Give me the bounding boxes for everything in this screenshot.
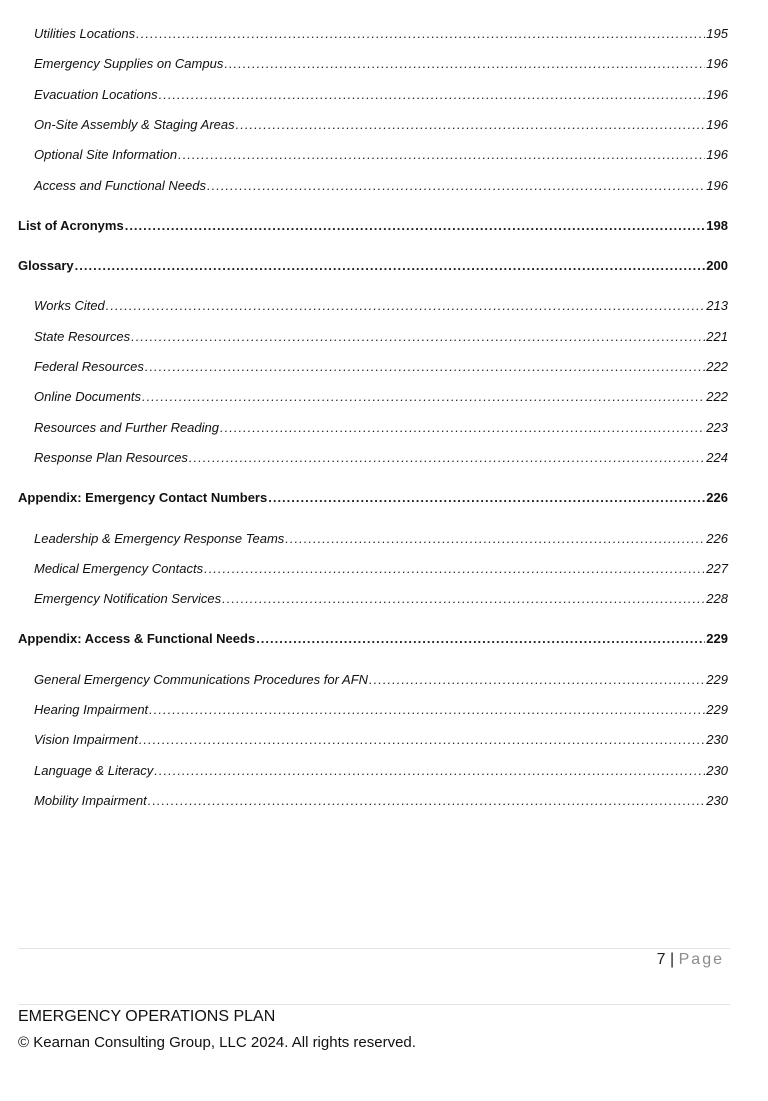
toc-entry-page: 229 (706, 631, 728, 646)
toc-dot-leader (145, 359, 705, 375)
toc-entry-title: Glossary (18, 258, 74, 273)
page-label: Page (678, 951, 724, 968)
toc-entry[interactable] (34, 26, 728, 42)
toc-dot-leader (285, 531, 705, 547)
toc-dot-leader (268, 490, 705, 506)
toc-entry-page: 230 (706, 732, 728, 747)
toc-entry-title: Resources and Further Reading (34, 420, 219, 435)
toc-dot-leader (369, 672, 705, 688)
toc-entry-page: 221 (706, 329, 728, 344)
toc-entry[interactable] (34, 359, 728, 375)
toc-dot-leader (131, 329, 705, 345)
toc-dot-leader (178, 147, 705, 163)
toc-entry[interactable] (34, 87, 728, 103)
toc-dot-leader (106, 298, 706, 314)
toc-entry-title: Access and Functional Needs (34, 178, 206, 193)
toc-entry[interactable] (34, 672, 728, 688)
toc-entry[interactable] (34, 329, 728, 345)
toc-dot-leader (136, 26, 705, 42)
toc-entry-title: Federal Resources (34, 359, 144, 374)
toc-dot-leader (220, 420, 705, 436)
toc-dot-leader (149, 702, 705, 718)
toc-entry-title: Works Cited (34, 298, 105, 313)
toc-entry[interactable] (18, 258, 728, 274)
toc-dot-leader (154, 763, 705, 779)
toc-dot-leader (159, 87, 706, 103)
toc-entry[interactable] (34, 298, 728, 314)
toc-entry-title: Evacuation Locations (34, 87, 158, 102)
toc-entry-page: 230 (706, 763, 728, 778)
toc-entry-page: 226 (706, 531, 728, 546)
toc-entry[interactable] (34, 531, 728, 547)
toc-entry[interactable] (34, 793, 728, 809)
toc-entry-page: 222 (706, 359, 728, 374)
toc-entry-page: 196 (706, 147, 728, 162)
toc-entry-title: Hearing Impairment (34, 702, 149, 717)
toc-entry-page: 213 (706, 298, 728, 313)
toc-entry-page: 200 (706, 258, 728, 273)
toc-entry[interactable] (34, 420, 728, 436)
toc-entry-page: 228 (706, 591, 728, 606)
toc-dot-leader (189, 450, 705, 466)
toc-entry[interactable] (18, 631, 728, 647)
toc-entry[interactable] (34, 450, 728, 466)
toc-entry[interactable] (34, 56, 728, 72)
toc-entry-page: 196 (706, 178, 728, 193)
toc-entry-title: Optional Site Information (34, 147, 178, 162)
toc-entry[interactable] (34, 178, 728, 194)
toc-dot-leader (139, 732, 705, 748)
toc-entry-page: 227 (706, 561, 728, 576)
page-number (657, 951, 724, 969)
toc-entry-page: 198 (706, 218, 728, 233)
toc-entry-title: Appendix: Access & Functional Needs (18, 631, 256, 646)
toc-entry-title: Utilities Locations (34, 26, 136, 41)
toc-entry-title: State Resources (34, 329, 131, 344)
toc-entry-title: General Emergency Communications Procedures for AFN (34, 672, 369, 687)
toc-dot-leader (236, 117, 706, 133)
toc-entry[interactable] (34, 561, 728, 577)
toc-entry-page: 224 (706, 450, 728, 465)
toc-entry[interactable] (34, 117, 728, 133)
toc-entry[interactable] (34, 389, 728, 405)
toc-dot-leader (75, 258, 706, 274)
toc-entry-title: Vision Impairment (34, 732, 138, 747)
toc-entry-page: 229 (706, 702, 728, 717)
copyright-notice: © Kearnan Consulting Group, LLC 2024. All rights reserved. (18, 1034, 416, 1051)
toc-dot-leader (222, 591, 705, 607)
toc-entry-page: 226 (706, 490, 728, 505)
toc-entry[interactable] (34, 591, 728, 607)
toc-entry-page: 230 (706, 793, 728, 808)
toc-entry-title: On-Site Assembly & Staging Areas (34, 117, 235, 132)
toc-entry-page: 196 (706, 117, 728, 132)
toc-dot-leader (204, 561, 705, 577)
toc-entry-page: 229 (706, 672, 728, 687)
toc-entry-page: 195 (706, 26, 728, 41)
toc-entry-title: Online Documents (34, 389, 141, 404)
page-number-separator: | (670, 951, 675, 968)
toc-dot-leader (256, 631, 705, 647)
footer-rule-top (18, 948, 730, 949)
toc-entry-title: Medical Emergency Contacts (34, 561, 204, 576)
toc-entry[interactable] (34, 763, 728, 779)
toc-entry-page: 223 (706, 420, 728, 435)
toc-entry-title: Emergency Notification Services (34, 591, 222, 606)
toc-dot-leader (224, 56, 705, 72)
toc-entry-page: 196 (706, 56, 728, 71)
toc-entry-title: Appendix: Emergency Contact Numbers (18, 490, 268, 505)
toc-entry-title: List of Acronyms (18, 218, 124, 233)
toc-entry-title: Leadership & Emergency Response Teams (34, 531, 285, 546)
toc-dot-leader (148, 793, 706, 809)
toc-entry-page: 196 (706, 87, 728, 102)
toc-dot-leader (142, 389, 705, 405)
toc-entry-title: Response Plan Resources (34, 450, 188, 465)
toc-entry[interactable] (34, 702, 728, 718)
toc-entry-title: Mobility Impairment (34, 793, 147, 808)
toc-entry[interactable] (34, 732, 728, 748)
toc-entry[interactable] (18, 490, 728, 506)
page-number-value: 7 (656, 951, 666, 968)
toc-entry-title: Emergency Supplies on Campus (34, 56, 224, 71)
toc-dot-leader (125, 218, 706, 234)
document-title: EMERGENCY OPERATIONS PLAN (18, 1008, 276, 1025)
toc-entry-page: 222 (706, 389, 728, 404)
toc-dot-leader (207, 178, 705, 194)
footer-rule-bottom (18, 1004, 730, 1005)
toc-entry-title: Language & Literacy (34, 763, 154, 778)
toc-entry[interactable] (18, 218, 728, 234)
toc-entry[interactable] (34, 147, 728, 163)
